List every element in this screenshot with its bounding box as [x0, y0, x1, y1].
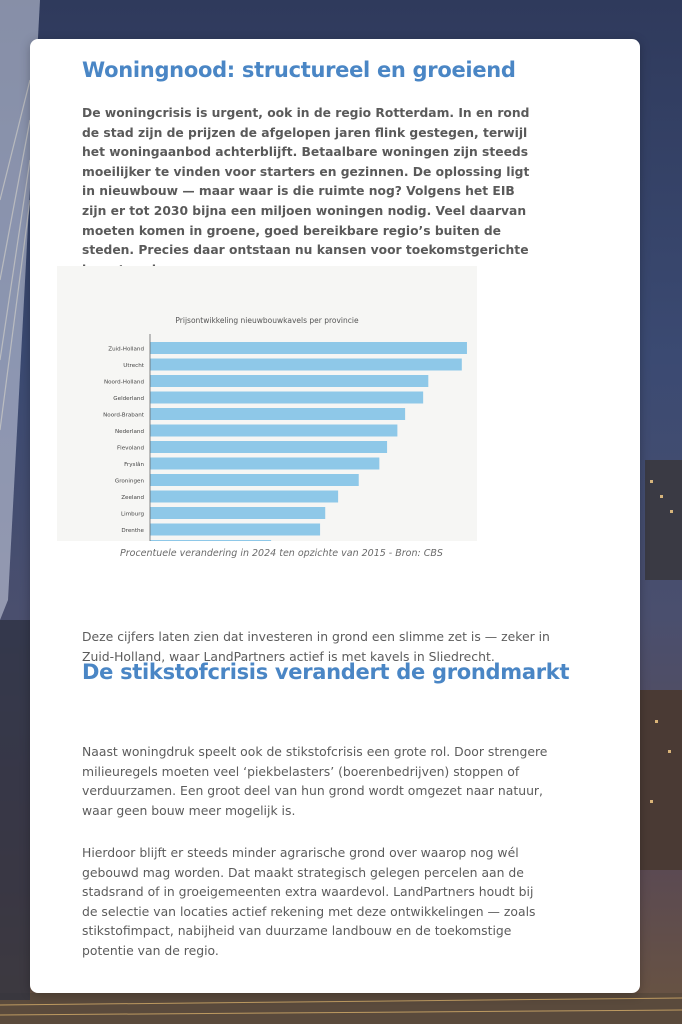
section-title-woningnood: Woningnood: structureel en groeiend — [82, 58, 516, 82]
after-chart-paragraph: Deze cijfers laten zien dat investeren in grond een slimme zet is — zeker in Zuid-Holland, waar LandPartners actief is met kavels in Sliedrecht. — [82, 629, 550, 664]
y-tick-label: Drenthe — [121, 527, 144, 534]
bar-gelderland — [150, 392, 423, 404]
stikstof-paragraph-1: Naast woningdruk speelt ook de stikstofcrisis een grote rol. Door strengere milieuregels moeten veel ‘piekbelasters’ (boerenbedrijven) stoppen of verduurzamen. Een groot deel van hun grond wordt omgezet naar natuur, waar geen bouw meer mogelijk is. — [82, 744, 548, 818]
bar-zuid-holland — [150, 342, 467, 354]
intro-paragraph: De woningcrisis is urgent, ook in de regio Rotterdam. In en rond de stad zijn de prijzen de afgelopen jaren flink gestegen, terwijl het woningaanbod achterblijft. Betaalbare woningen zijn steeds moeilijker te vinden voor starters en gezinnen. De oplossing ligt in nieuwbouw — maar waar is die ruimte nog? Volgens het EIB zijn er tot 2030 bijna een miljoen woningen nodig. Veel daarvan moeten komen in groene, goed bereikbare regio’s buiten de steden. Precies daar ontstaan nu kansen voor toekomstgerichte — [82, 106, 530, 258]
section-title-stikstof: De stikstofcrisis verandert de grondmarkt — [82, 660, 570, 684]
chart-caption: Procentuele verandering in 2024 ten opzichte van 2015 - Bron: CBS — [120, 548, 443, 559]
bar-noord-holland — [150, 375, 428, 387]
y-tick-label: Gelderland — [113, 395, 144, 402]
y-tick-label: Utrecht — [123, 362, 144, 369]
bar-frysl-n — [150, 458, 379, 470]
y-tick-label: Groningen — [114, 478, 144, 485]
chart-title: Prijsontwikkeling nieuwbouwkavels per provincie — [175, 316, 359, 325]
bar-chart-svg — [57, 266, 477, 541]
y-tick-label: Zeeland — [121, 494, 144, 501]
y-tick-label: Flevoland — [116, 445, 144, 452]
bar-groningen — [150, 474, 359, 486]
bar-zeeland — [150, 491, 338, 503]
bar-drenthe — [150, 524, 320, 536]
y-tick-label: Nederland — [115, 428, 144, 435]
stikstof-paragraph-2: Hierdoor blijft er steeds minder agrarische grond over waarop nog wél gebouwd mag worden. Dat maakt strategisch gelegen percelen aan de stadsrand of in groeigemeenten extra waardevol. LandPartners houdt bij de selectie van locaties actief rekening met deze ontwikkelingen — zoals stikstofimpact, nabijheid van duurzame landbouw en de toekomstige potentie van de regio. — [82, 845, 536, 958]
bar-nederland — [150, 425, 397, 437]
y-tick-label: Noord-Brabant — [103, 412, 144, 419]
bar-flevoland — [150, 441, 387, 453]
bar-utrecht — [150, 359, 462, 371]
y-tick-label: Fryslân — [124, 461, 144, 468]
y-tick-label: Noord-Holland — [103, 379, 144, 386]
bar-overijssel — [150, 540, 271, 541]
bar-limburg — [150, 507, 325, 519]
y-tick-label: Limburg — [121, 511, 144, 518]
y-tick-label: Zuid-Holland — [108, 346, 144, 353]
bar-noord-brabant — [150, 408, 405, 420]
bar-chart — [57, 266, 477, 541]
